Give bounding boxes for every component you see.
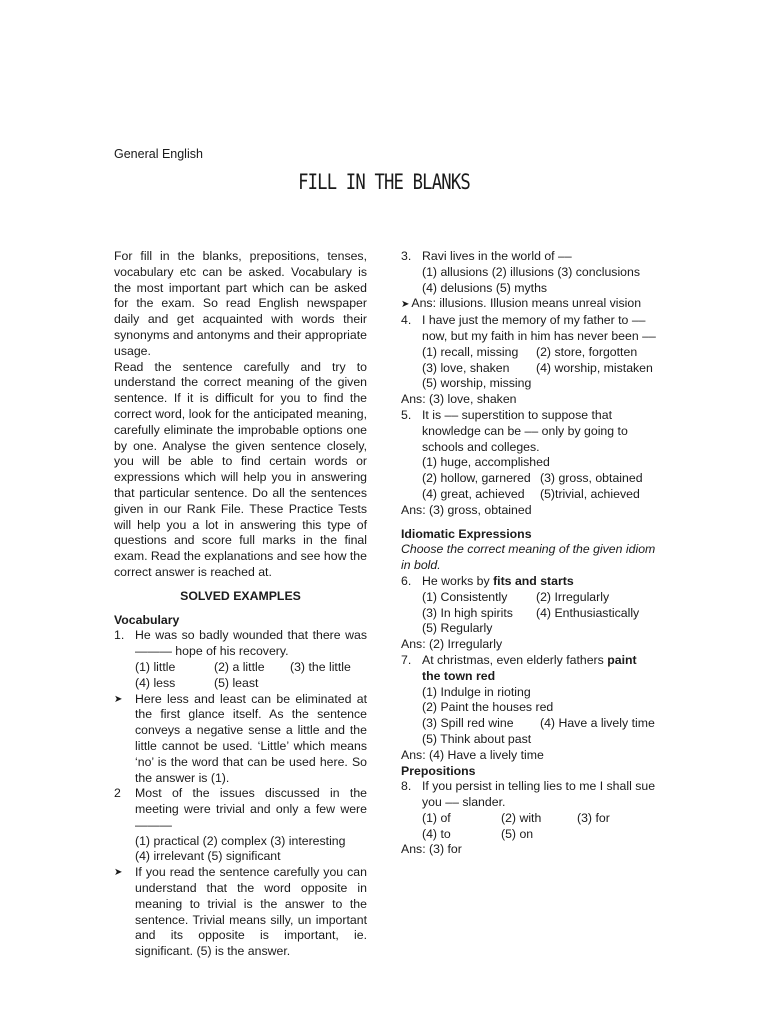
option: (4) less [135,675,176,690]
option: (3) love, shaken [422,360,510,375]
option: (2) hollow, garnered [422,471,531,486]
option: (4) worship, mistaken [536,360,653,375]
running-header: General English [114,147,203,161]
right-column [401,249,657,858]
question-1 [114,628,367,660]
option-row: (4) irrelevant (5) significant [135,849,281,864]
question-3 [401,249,657,265]
question-3-options [401,265,657,297]
solved-examples-heading: SOLVED EXAMPLES [180,588,301,603]
option: (3) Spill red wine [422,716,514,731]
question-text: He was so badly wounded that there was ——— hope of his recovery. [135,628,367,659]
intro-paragraph-2: Read the sentence carefully and try to understand the correct meaning of the given sentence. If it is difficult for you to find the correct word, look for the anticipated meaning, carefully eliminate the improbable options one by one. Analyse the given sentence closely, you will be able to find certain words or expressions which will help you in answering that particular sentence. Do all the sentences given in our Rank File. These Practice Tests will help you a lot in answering this type of questions and score full marks in the final exam. Read the explanations and see how the correct answer is reached at. [114,359,367,579]
explanation-2 [114,865,367,960]
question-number: 4. [401,313,412,328]
question-7-options [401,685,657,748]
answer-8: Ans: (3) for [401,842,462,857]
question-number: 2 [114,786,121,801]
option: (5) worship, missing [422,376,532,391]
question-2-options [114,834,367,866]
question-number: 8. [401,779,412,794]
option: (5)trivial, achieved [540,486,640,501]
option-row: (4) delusions (5) myths [422,280,548,295]
question-text: Most of the issues discussed in the meeting were trivial and only a few were ——— [135,786,367,832]
option: (1) Indulge in rioting [422,684,531,699]
arrowhead-icon: ➤ [114,693,123,705]
answer-4: Ans: (3) love, shaken [401,392,517,407]
question-number: 6. [401,573,412,588]
question-text: now, but my faith in him has never been –– [422,328,656,343]
question-4 [401,313,657,345]
idiomatic-expressions-heading: Idiomatic Expressions [401,526,532,541]
idiom-instruction: Choose the correct meaning of the given idiom in bold. [401,542,656,573]
vocabulary-heading: Vocabulary [114,612,180,627]
question-text: I have just the memory of my father to –– [422,313,646,328]
option: (5) on [501,826,534,841]
intro-paragraph-1: For fill in the blanks, prepositions, tenses, vocabulary etc can be asked. Vocabulary is the most important part which can be asked for the exam. So read English newspaper daily and get acquainted with words their synonyms and antonyms and their appropriate usage. [114,249,367,358]
idiom-bold: paint the town red [422,652,637,683]
answer-7: Ans: (4) Have a lively time [401,747,544,762]
answer-6: Ans: (2) Irregularly [401,637,503,652]
question-5 [401,408,657,455]
option: (5) Think about past [422,731,532,746]
explanation-text: Here less and least can be eliminated at the first glance itself. As the sentence conveys a negative sense a little and the little cannot be used. ‘Little’ which means ‘no’ is the word that can be used here. So the answer is (1). [135,691,367,785]
option: (1) huge, accomplished [422,455,550,470]
option: (5) least [214,675,259,690]
question-6-options [401,590,657,637]
question-8 [401,779,657,811]
question-2 [114,786,367,833]
option: (2) store, forgotten [536,344,638,359]
answer-3 [401,296,657,313]
option: (2) Irregularly [536,589,610,604]
explanation-text: If you read the sentence carefully you can understand that the word opposite in meaning to trivial is the answer to the sentence. Trivial means silly, un important and its opposite is important, ie. significant. (5) is the answer. [135,865,367,959]
idiom-bold: fits and starts [493,573,574,588]
question-text: Ravi lives in the world of –– [422,249,572,263]
question-number: 5. [401,407,412,422]
option: (2) a little [214,659,265,674]
option: (3) for [577,810,610,825]
option: (1) recall, missing [422,344,519,359]
arrowhead-icon: ➤ [114,867,123,879]
option: (2) with [501,810,542,825]
question-1-options [114,660,367,692]
option-row [422,716,657,732]
option-row: (1) allusions (2) illusions (3) conclusions [422,264,641,279]
option: (3) gross, obtained [540,471,643,486]
question-text: If you persist in telling lies to me I shall sue you –– slander. [422,779,656,810]
question-4-options [401,345,657,392]
option: (5) Regularly [422,621,493,636]
question-number: 3. [401,249,412,263]
option: (1) little [135,659,176,674]
option: (4) great, achieved [422,486,525,501]
page-title: FILL IN THE BLANKS [298,170,470,194]
question-number: 7. [401,652,412,667]
arrowhead-icon: ➤ [401,299,410,311]
question-text: He works by [422,573,490,588]
answer-5: Ans: (3) gross, obtained [401,502,532,517]
question-8-options [401,811,657,843]
question-text: It is –– superstition to suppose that knowledge can be –– only by going to schools and colleges. [422,407,628,454]
explanation-1 [114,692,367,787]
option: (3) the little [290,659,351,674]
option: (1) of [422,810,451,825]
question-number: 1. [114,628,125,643]
question-text: At christmas, even elderly fathers [422,652,604,667]
option: (4) Enthusiastically [536,605,640,620]
option: (2) Paint the houses red [422,700,554,715]
option: (4) Have a lively time [540,716,655,731]
question-5-options [401,455,657,502]
question-7 [401,653,657,685]
option: (1) Consistently [422,589,508,604]
left-column [114,249,367,960]
question-6 [401,574,657,590]
option: (3) In high spirits [422,605,513,620]
option-row: (1) practical (2) complex (3) interesting [135,833,346,848]
option: (4) to [422,826,451,841]
prepositions-heading: Prepositions [401,763,476,778]
answer-text: Ans: illusions. Illusion means unreal vision [411,296,642,311]
option-row [422,471,657,503]
